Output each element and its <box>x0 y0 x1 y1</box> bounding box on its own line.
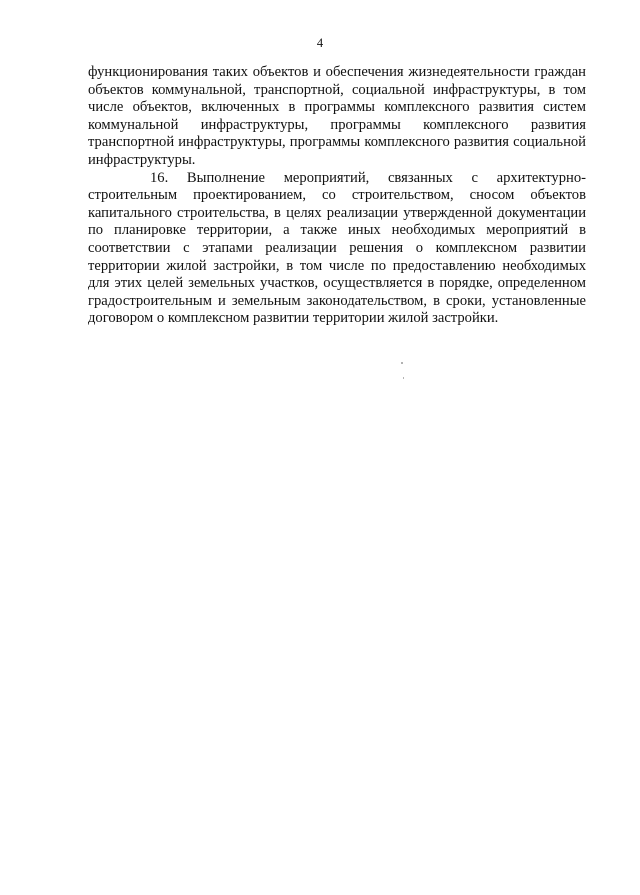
scan-speck <box>401 362 403 364</box>
paragraph-item-16: 16. Выполнение мероприятий, связанных с архитектурно-строительным проектированием, со строительством, сносом объектов капитального строительства, в целях реализации утвержденной документации по планировке территории, а также иных необходимых мероприятий в соответствии с этапами реализации решения о комплексном развитии территории жилой застройки, в том числе по предоставлению необходимых для этих целей земельных участков, осуществляется в порядке, определенном градостроительным и земельным законодательством, в сроки, установленные договором о комплексном развитии территории жилой застройки. <box>88 169 586 327</box>
document-body <box>88 64 586 328</box>
page-number: 4 <box>316 36 324 50</box>
scan-speck <box>403 377 404 379</box>
paragraph-continuation: функционирования таких объектов и обеспечения жизнедеятельности граждан объектов коммунальной, транспортной, социальной инфраструктуры, в том числе объектов, включенных в программы комплексного развития систем коммунальной инфраструктуры, программы комплексного развития транспортной инфраструктуры, программы комплексного развития социальной инфраструктуры. <box>88 64 586 168</box>
